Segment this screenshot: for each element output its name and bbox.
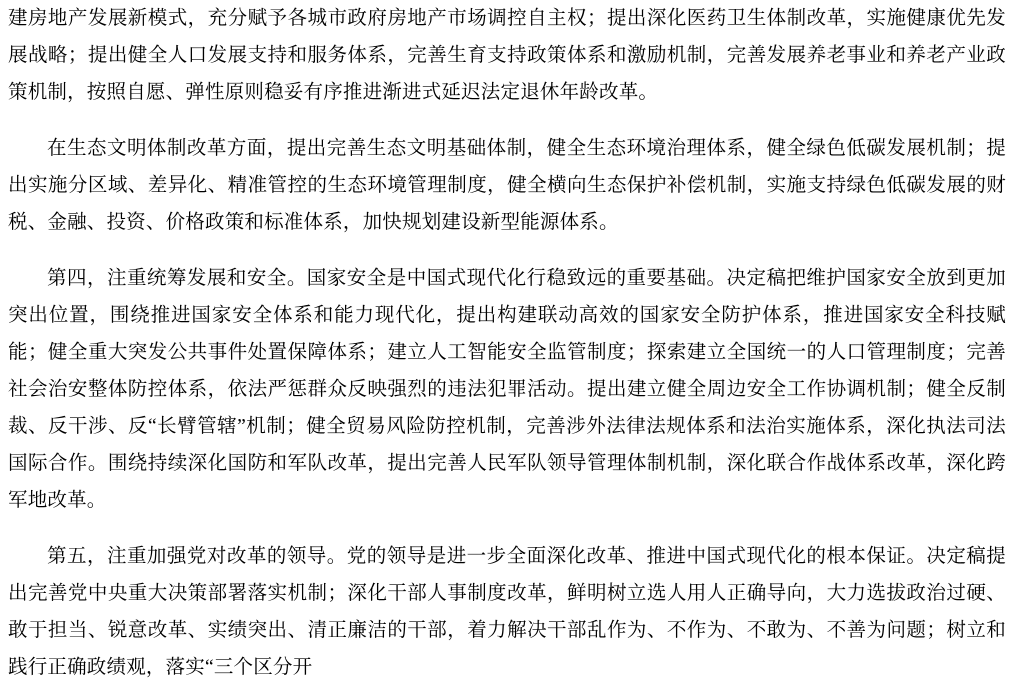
paragraph-fourth-development-security: 第四，注重统筹发展和安全。国家安全是中国式现代化行稳致远的重要基础。决定稿把维护国家安全放到更加突出位置，围绕推进国家安全体系和能力现代化，提出构建联动高效的国家安全防护体系，推进国家安全科技赋能；健全重大突发公共事件处置保障体系；建立人工智能安全监管制度；探索建立全国统一的人口管理制度；完善社会治安整体防控体系，依法严惩群众反映强烈的违法犯罪活动。提出建立健全周边安全工作协调机制；健全反制裁、反干涉、反“长臂管辖”机制；健全贸易风险防控机制，完善涉外法律法规体系和法治实施体系，深化执法司法国际合作。围绕持续深化国防和军队改革，提出完善人民军队领导管理体制机制，深化联合作战体系改革，深化跨军地改革。	[8, 268, 1006, 511]
paragraph-housing-health-continued: 建房地产发展新模式，充分赋予各城市政府房地产市场调控自主权；提出深化医药卫生体制改革，实施健康优先发展战略；提出健全人口发展支持和服务体系，完善生育支持政策体系和激励机制，完善发展养老事业和养老产业政策机制，按照自愿、弹性原则稳妥有序推进渐进式延迟法定退休年龄改革。	[8, 8, 1006, 103]
paragraph-fifth-party-leadership: 第五，注重加强党对改革的领导。党的领导是进一步全面深化改革、推进中国式现代化的根本保证。决定稿提出完善党中央重大决策部署落实机制；深化干部人事制度改革，鲜明树立选人用人正确导向，大力选拔政治过硬、敢于担当、锐意改革、实绩突出、清正廉洁的干部，着力解决干部乱作为、不作为、不敢为、不善为问题；树立和践行正确政绩观，落实“三个区分开	[8, 546, 1006, 678]
paragraph-spacer	[8, 241, 1006, 260]
paragraph-spacer	[8, 519, 1006, 538]
paragraph-ecological-civilization: 在生态文明体制改革方面，提出完善生态文明基础体制，健全生态环境治理体系，健全绿色低碳发展机制；提出实施分区域、差异化、精准管控的生态环境管理制度，健全横向生态保护补偿机制，实施支持绿色低碳发展的财税、金融、投资、价格政策和标准体系，加快规划建设新型能源体系。	[8, 138, 1006, 233]
paragraph-spacer	[8, 111, 1006, 130]
